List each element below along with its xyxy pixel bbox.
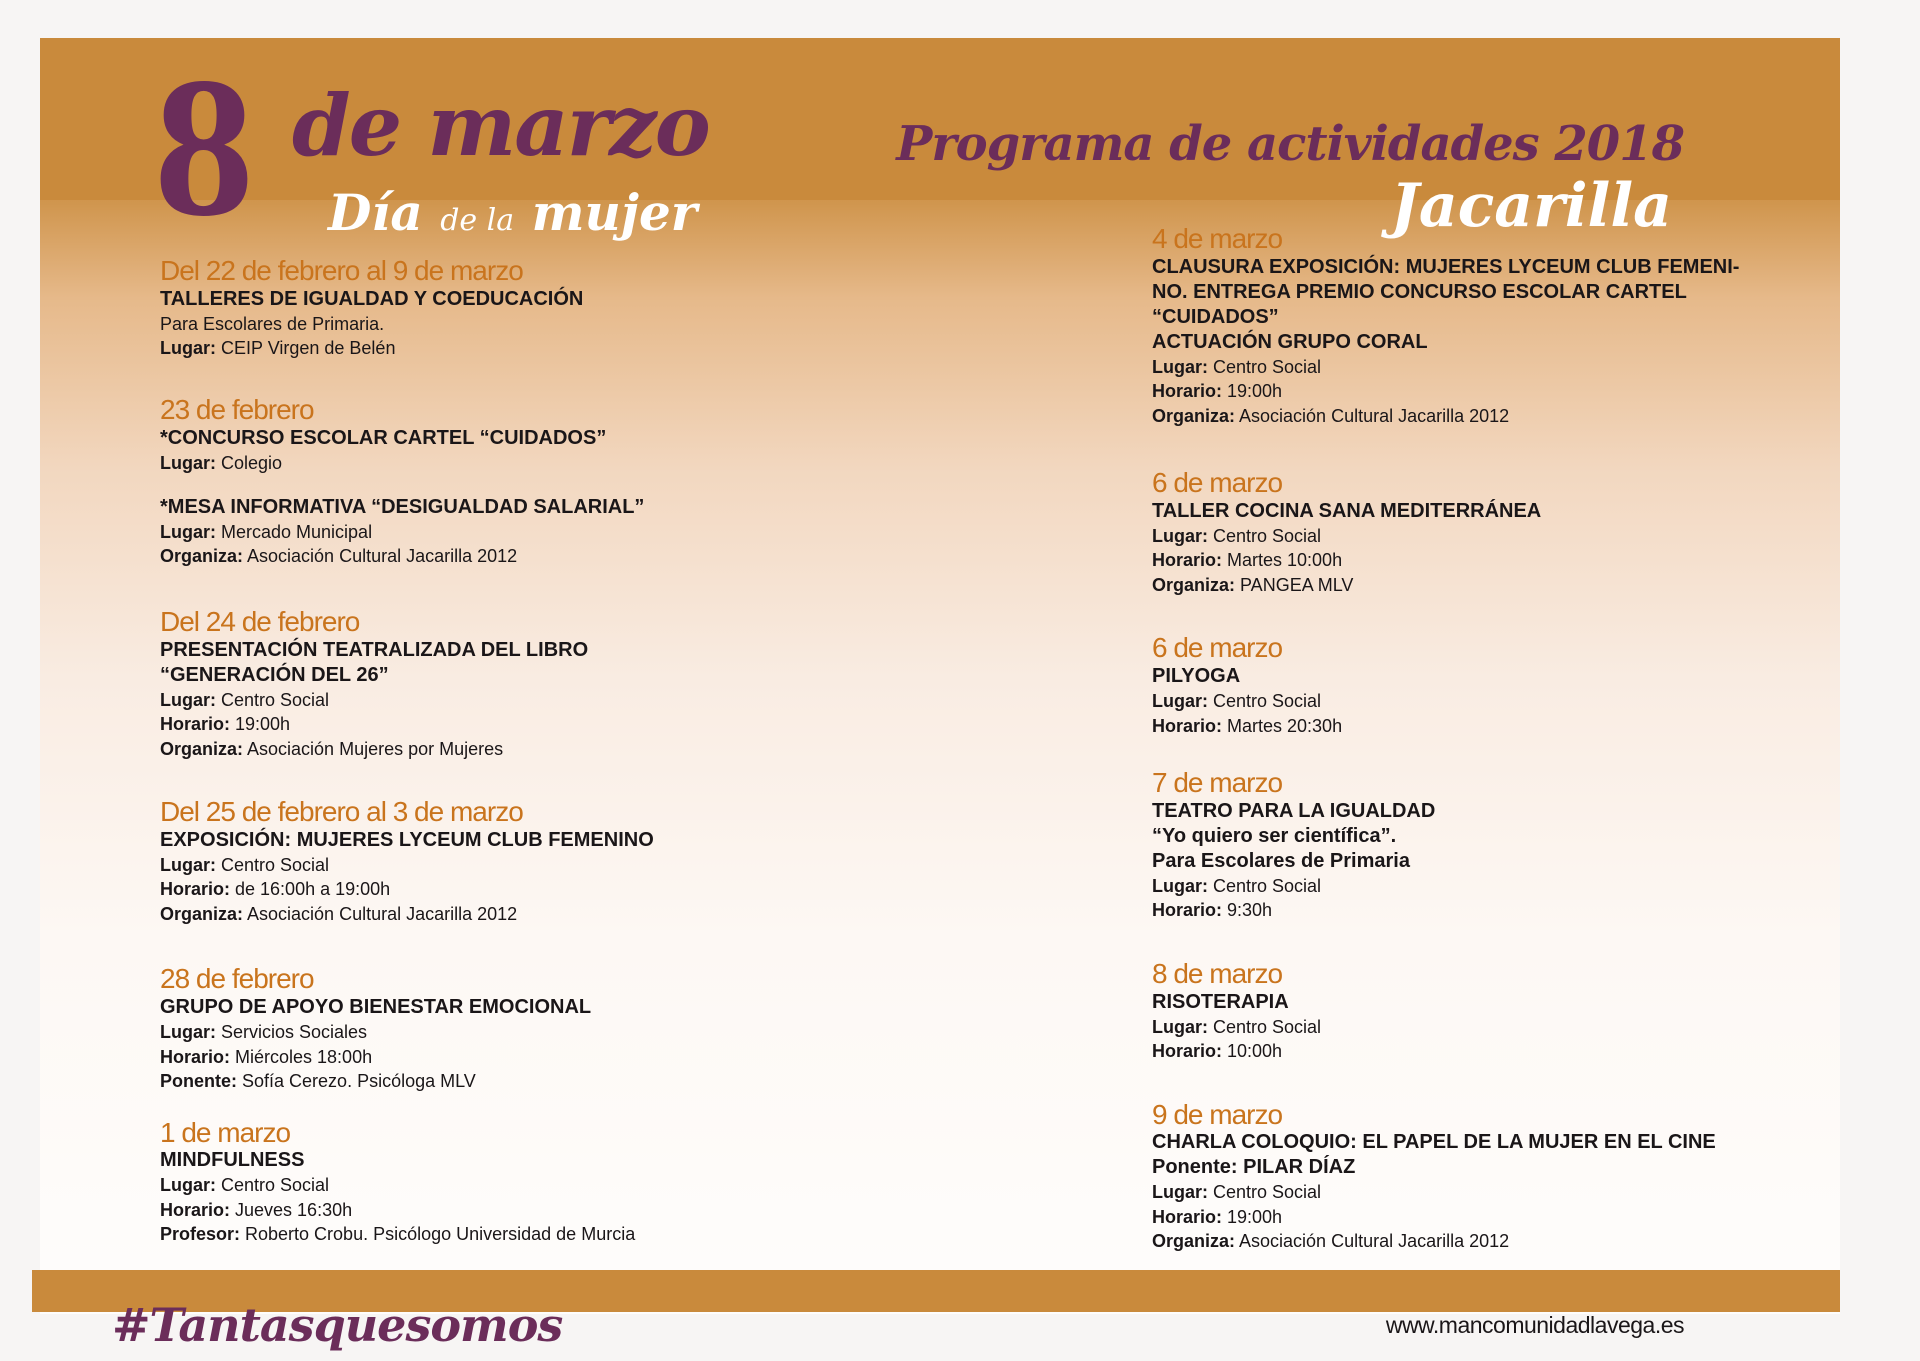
- detail-value: 10:00h: [1222, 1041, 1283, 1062]
- detail-value: Centro Social: [216, 1175, 330, 1196]
- event-date: 7 de marzo: [1152, 767, 1283, 799]
- detail-label: Lugar:: [1152, 356, 1208, 377]
- event-title: “CUIDADOS”: [1152, 305, 1279, 328]
- detail-value: Centro Social: [1208, 691, 1322, 712]
- event-detail: [160, 1222, 880, 1246]
- detail-label: Organiza:: [160, 903, 244, 924]
- detail-label: Lugar:: [160, 854, 216, 875]
- header-dia: Día: [328, 183, 423, 242]
- detail-value: Centro Social: [1208, 1016, 1322, 1037]
- detail-value: Para Escolares de Primaria.: [160, 313, 385, 334]
- event-detail: [1152, 874, 1792, 898]
- event-title: TALLERES DE IGUALDAD Y COEDUCACIÓN: [160, 287, 584, 310]
- event-title: *MESA INFORMATIVA “DESIGUALDAD SALARIAL”: [160, 496, 645, 518]
- detail-label: Lugar:: [1152, 526, 1208, 546]
- event-detail: [160, 712, 880, 736]
- event-detail: [160, 737, 880, 761]
- event-detail: [1152, 573, 1792, 597]
- detail-value: Centro Social: [1208, 875, 1322, 896]
- header-subtitle: [328, 183, 698, 242]
- detail-label: Profesor:: [160, 1224, 241, 1245]
- event-date: 6 de marzo: [1152, 632, 1283, 664]
- event-detail: [160, 520, 880, 544]
- detail-label: Organiza:: [160, 546, 244, 567]
- detail-label: Lugar:: [160, 522, 216, 542]
- event-date: 6 de marzo: [1152, 467, 1283, 499]
- event-detail: [1152, 404, 1792, 428]
- event-block: [160, 495, 880, 569]
- detail-value: Centro Social: [1208, 356, 1322, 377]
- detail-label: Lugar:: [1152, 875, 1208, 896]
- header-mujer: mujer: [531, 183, 698, 242]
- detail-value: Asociación Cultural Jacarilla 2012: [1235, 1231, 1510, 1252]
- event-title: EXPOSICIÓN: MUJERES LYCEUM CLUB FEMENINO: [160, 828, 654, 851]
- event-block: [1152, 224, 1792, 428]
- event-detail: [160, 1069, 880, 1093]
- header-de-la: de la: [440, 203, 515, 238]
- detail-label: Lugar:: [160, 1175, 216, 1196]
- event-block: [160, 797, 880, 926]
- detail-label: Lugar:: [1152, 1016, 1208, 1037]
- event-detail: [1152, 379, 1792, 403]
- detail-label: Horario:: [1152, 381, 1223, 402]
- detail-label: Organiza:: [160, 738, 244, 759]
- detail-value: Jueves 16:30h: [230, 1199, 353, 1220]
- detail-label: Horario:: [160, 879, 231, 900]
- detail-value: 19:00h: [1222, 381, 1283, 402]
- detail-value: Roberto Crobu. Psicólogo Universidad de Murcia: [240, 1224, 636, 1245]
- detail-value: 9:30h: [1222, 900, 1273, 921]
- event-title: NO. ENTREGA PREMIO CONCURSO ESCOLAR CARTEL: [1152, 280, 1687, 303]
- event-block: [1152, 959, 1792, 1064]
- event-title: PRESENTACIÓN TEATRALIZADA DEL LIBRO: [160, 638, 589, 661]
- detail-value: Servicios Sociales: [216, 1022, 368, 1043]
- detail-label: Organiza:: [1152, 405, 1236, 426]
- detail-value: Martes 10:00h: [1222, 550, 1343, 571]
- event-date: 8 de marzo: [1152, 957, 1283, 989]
- event-block: [160, 1118, 880, 1247]
- event-detail: [160, 688, 880, 712]
- detail-label: Horario:: [1152, 550, 1223, 571]
- event-detail: [1152, 355, 1792, 379]
- event-detail: [160, 902, 880, 926]
- detail-label: Horario:: [160, 1046, 231, 1067]
- event-detail: [1152, 714, 1792, 738]
- detail-value: de 16:00h a 19:00h: [230, 879, 391, 900]
- detail-label: Horario:: [1152, 1206, 1223, 1227]
- detail-value: Asociación Cultural Jacarilla 2012: [243, 546, 518, 567]
- event-detail: [1152, 524, 1792, 548]
- event-detail: [160, 853, 880, 877]
- event-block: [160, 395, 880, 475]
- event-detail: [160, 312, 880, 336]
- event-detail: [160, 336, 880, 360]
- event-detail: [1152, 548, 1792, 572]
- detail-label: Lugar:: [1152, 1182, 1208, 1203]
- event-title: “GENERACIÓN DEL 26”: [160, 663, 389, 686]
- event-date: Del 25 de febrero al 3 de marzo: [160, 796, 523, 828]
- event-date: 23 de febrero: [160, 393, 314, 425]
- event-title: TEATRO PARA LA IGUALDAD: [1152, 799, 1436, 822]
- event-detail: [160, 544, 880, 568]
- event-title: Para Escolares de Primaria: [1152, 849, 1410, 872]
- event-title: CHARLA COLOQUIO: EL PAPEL DE LA MUJER EN EL CINE: [1152, 1131, 1716, 1154]
- detail-label: Organiza:: [1152, 574, 1236, 595]
- event-block: [160, 607, 880, 761]
- detail-label: Organiza:: [1152, 1231, 1236, 1252]
- detail-value: PANGEA MLV: [1235, 574, 1354, 595]
- event-block: [160, 256, 880, 361]
- detail-label: Horario:: [160, 714, 231, 735]
- detail-label: Horario:: [1152, 715, 1223, 736]
- event-block: [160, 964, 880, 1093]
- town-name: Jacarilla: [1390, 171, 1672, 241]
- event-detail: [160, 1173, 880, 1197]
- event-title: *CONCURSO ESCOLAR CARTEL “CUIDADOS”: [160, 426, 607, 449]
- event-detail: [1152, 689, 1792, 713]
- detail-value: Centro Social: [216, 854, 330, 875]
- detail-value: Colegio: [216, 452, 283, 473]
- detail-label: Horario:: [1152, 900, 1223, 921]
- event-title: TALLER COCINA SANA MEDITERRÁNEA: [1152, 500, 1542, 522]
- event-title: CLAUSURA EXPOSICIÓN: MUJERES LYCEUM CLUB FEMENI-: [1152, 255, 1740, 278]
- program-title: Programa de actividades 2018: [896, 116, 1684, 172]
- detail-value: 19:00h: [1222, 1206, 1283, 1227]
- event-block: [1152, 633, 1792, 738]
- event-title: MINDFULNESS: [160, 1149, 305, 1172]
- event-detail: [1152, 1180, 1792, 1204]
- event-date: 9 de marzo: [1152, 1098, 1283, 1130]
- event-block: [1152, 468, 1792, 597]
- website-link[interactable]: www.mancomunidadlavega.es: [1385, 1312, 1684, 1338]
- event-title: PILYOGA: [1152, 665, 1241, 688]
- detail-label: Ponente:: [160, 1071, 238, 1092]
- detail-value: Sofía Cerezo. Psicóloga MLV: [237, 1071, 476, 1092]
- event-detail: [160, 1020, 880, 1044]
- event-detail: [1152, 1229, 1792, 1253]
- detail-label: Horario:: [160, 1199, 231, 1220]
- detail-value: Asociación Cultural Jacarilla 2012: [243, 903, 518, 924]
- event-date: 1 de marzo: [160, 1116, 291, 1148]
- detail-label: Lugar:: [160, 338, 216, 359]
- event-title: RISOTERAPIA: [1152, 990, 1289, 1013]
- event-date: Del 24 de febrero: [160, 605, 360, 637]
- event-title: GRUPO DE APOYO BIENESTAR EMOCIONAL: [160, 996, 592, 1019]
- right-column: [1152, 224, 1792, 1254]
- event-block: [1152, 1100, 1792, 1254]
- detail-value: Centro Social: [216, 689, 330, 710]
- detail-value: Centro Social: [1208, 1182, 1322, 1203]
- detail-label: Lugar:: [160, 689, 216, 710]
- detail-value: Martes 20:30h: [1222, 715, 1343, 736]
- event-detail: [1152, 1039, 1792, 1063]
- event-detail: [1152, 898, 1792, 922]
- detail-label: Lugar:: [1152, 691, 1208, 712]
- event-title: ACTUACIÓN GRUPO CORAL: [1152, 330, 1428, 353]
- event-title: “Yo quiero ser científica”.: [1152, 824, 1397, 847]
- event-detail: [160, 1045, 880, 1069]
- event-detail: [160, 1198, 880, 1222]
- detail-value: Asociación Cultural Jacarilla 2012: [1235, 405, 1510, 426]
- event-date: 4 de marzo: [1152, 223, 1283, 254]
- detail-value: Mercado Municipal: [216, 522, 373, 542]
- event-title: Ponente: PILAR DÍAZ: [1152, 1156, 1356, 1179]
- event-detail: [1152, 1205, 1792, 1229]
- detail-value: Miércoles 18:00h: [230, 1046, 373, 1067]
- detail-label: Horario:: [1152, 1041, 1223, 1062]
- left-column: [160, 256, 880, 1247]
- event-date: 28 de febrero: [160, 963, 314, 995]
- header-month: de marzo: [292, 76, 709, 175]
- event-block: [1152, 768, 1792, 923]
- detail-value: 19:00h: [230, 714, 291, 735]
- detail-label: Lugar:: [160, 1022, 216, 1043]
- event-detail: [160, 877, 880, 901]
- detail-value: CEIP Virgen de Belén: [216, 338, 396, 359]
- event-detail: [1152, 1015, 1792, 1039]
- event-detail: [160, 451, 880, 475]
- detail-label: Lugar:: [160, 452, 216, 473]
- event-date: Del 22 de febrero al 9 de marzo: [160, 255, 523, 286]
- detail-value: Asociación Mujeres por Mujeres: [243, 738, 504, 759]
- big-number: 8: [154, 37, 248, 258]
- detail-value: Centro Social: [1208, 526, 1322, 546]
- hashtag: #Tantasquesomos: [112, 1298, 563, 1352]
